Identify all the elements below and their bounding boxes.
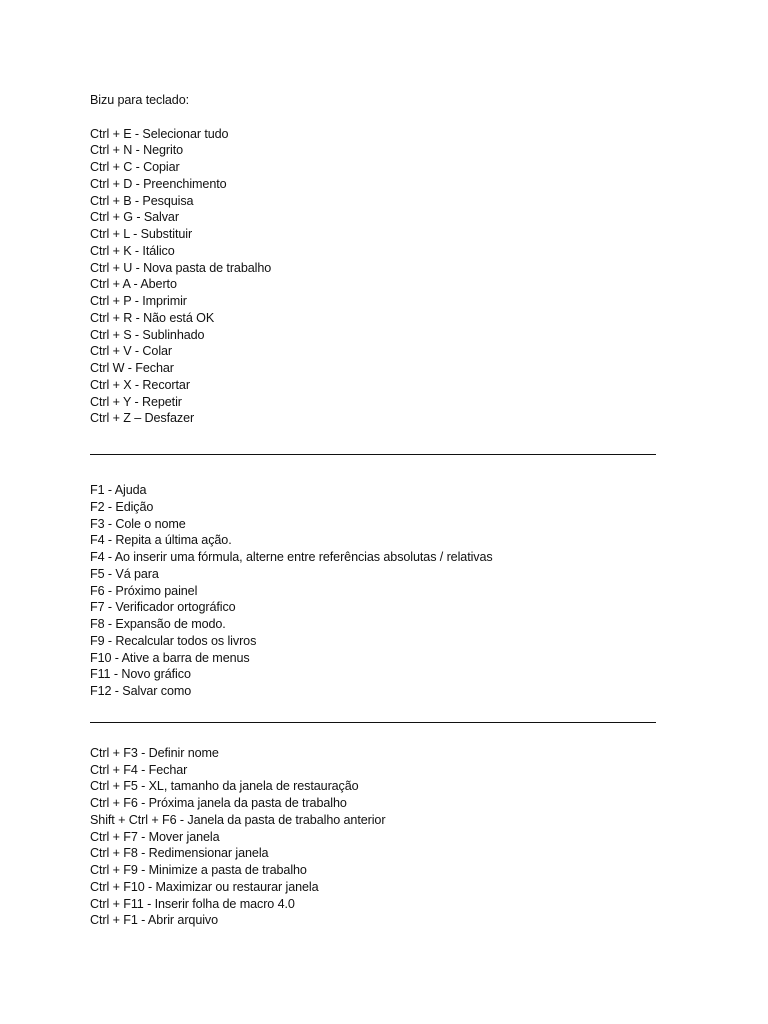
list-item: Ctrl + F6 - Próxima janela da pasta de trabalho [90,796,347,810]
list-item: Ctrl + S - Sublinhado [90,327,205,342]
list-item: Ctrl + F4 - Fechar [90,762,188,777]
document-title: Bizu para teclado: [90,93,190,107]
list-item: F4 - Ao inserir uma fórmula, alterne entre referências absolutas / relativas [90,550,493,564]
list-item: Ctrl + V - Colar [90,344,173,359]
list-item: Ctrl + D - Preenchimento [90,176,227,191]
list-item: Ctrl + X - Recortar [90,377,190,392]
list-item: Ctrl + Y - Repetir [90,394,182,409]
list-item: Ctrl W - Fechar [90,361,174,375]
list-item: F3 - Cole o nome [90,516,186,531]
list-item: Ctrl + F9 - Minimize a pasta de trabalho [90,863,307,877]
list-item: Ctrl + F3 - Definir nome [90,745,219,760]
section-divider [90,722,656,723]
list-item: Ctrl + F11 - Inserir folha de macro 4.0 [90,896,295,911]
list-item: Ctrl + A - Aberto [90,277,177,292]
list-item: Ctrl + F10 - Maximizar ou restaurar janela [90,879,319,894]
list-item: Ctrl + K - Itálico [90,243,175,258]
list-item: Ctrl + C - Copiar [90,160,180,174]
list-item: F8 - Expansão de modo. [90,617,226,631]
list-item: Ctrl + F1 - Abrir arquivo [90,913,219,928]
list-item: Ctrl + N - Negrito [90,143,184,158]
list-item: F5 - Vá para [90,566,159,581]
list-item: F1 - Ajuda [90,483,147,497]
list-item: Ctrl + Z – Desfazer [90,411,195,426]
list-item: Ctrl + G - Salvar [90,210,179,225]
list-item: F10 - Ative a barra de menus [90,650,250,665]
document-content [90,92,670,929]
section-divider [90,454,656,455]
list-item: Ctrl + B - Pesquisa [90,193,194,208]
list-item: Ctrl + F7 - Mover janela [90,829,220,844]
list-item: Ctrl + L - Substituir [90,227,193,241]
list-item: Ctrl + F5 - XL, tamanho da janela de restauração [90,779,359,794]
list-item: Ctrl + P - Imprimir [90,294,187,308]
ctrl-function-shortcuts-list [90,745,670,929]
ctrl-shortcuts-list [90,126,670,428]
list-item: Ctrl + R - Não está OK [90,310,215,325]
list-item: F7 - Verificador ortográfico [90,600,236,615]
list-item: F12 - Salvar como [90,684,192,698]
list-item: F11 - Novo gráfico [90,667,191,682]
list-item: F6 - Próximo painel [90,583,198,598]
list-item: F4 - Repita a última ação. [90,533,232,548]
list-item: Ctrl + F8 - Redimensionar janela [90,846,269,861]
list-item: Ctrl + E - Selecionar tudo [90,126,229,141]
list-item: Shift + Ctrl + F6 - Janela da pasta de trabalho anterior [90,812,386,827]
list-item: F2 - Edição [90,499,154,514]
list-item: F9 - Recalcular todos os livros [90,633,257,648]
function-keys-list [90,482,670,700]
list-item: Ctrl + U - Nova pasta de trabalho [90,260,272,275]
